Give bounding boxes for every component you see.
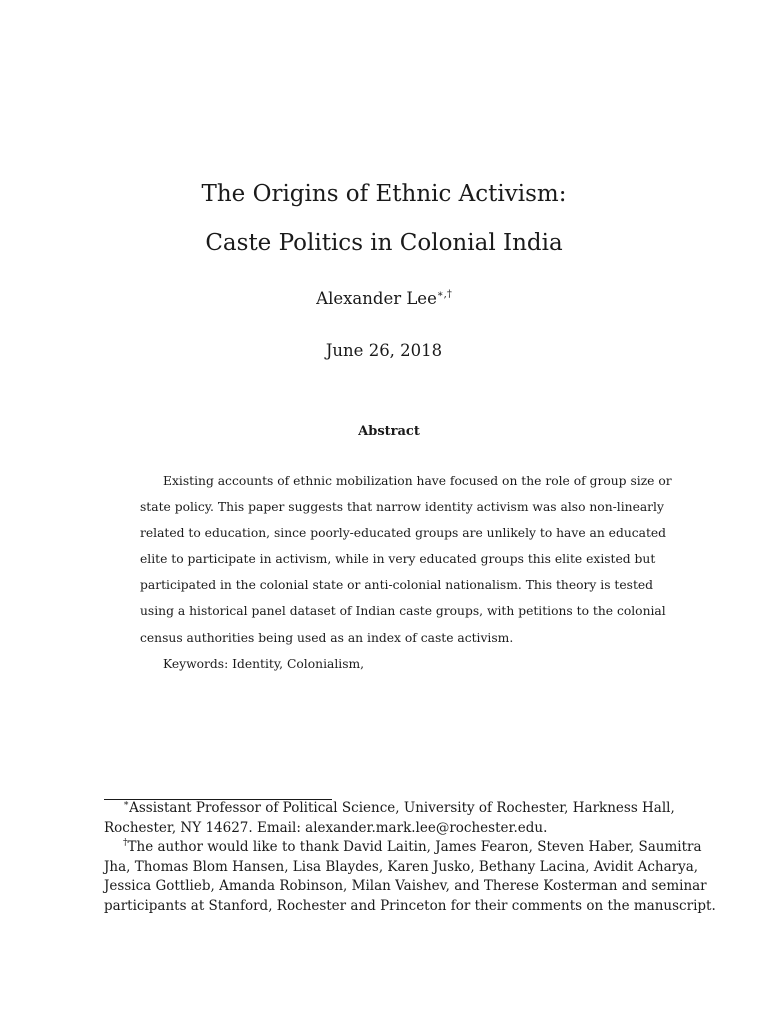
footnote-2-text: The author would like to thank David Laitin, James Fearon, Steven Haber, Saumitra [127, 839, 702, 855]
abstract-line: Existing accounts of ethnic mobilization have focused on the role of group size or [163, 474, 672, 488]
author-name: Alexander Lee [316, 289, 437, 308]
abstract-heading: Abstract [358, 424, 420, 439]
footnote-2-mark: † [123, 838, 128, 848]
footnotes [104, 799, 716, 916]
footnote-1 [104, 799, 674, 819]
footnote-2 [104, 838, 702, 858]
abstract-line: state policy. This paper suggests that narrow identity activism was also non-linearly [140, 500, 664, 515]
title-line-1: The Origins of Ethnic Activism: [201, 181, 567, 207]
date: June 26, 2018 [325, 341, 443, 360]
footnote-1-mark: ∗ [123, 799, 130, 809]
abstract-line: elite to participate in activism, while in very educated groups this elite existed but [140, 552, 656, 567]
keywords: Keywords: Identity, Colonialism, [163, 656, 365, 671]
footnote-2-continued: participants at Stanford, Rochester and Princeton for their comments on the manuscript. [104, 897, 716, 914]
title-line-2: Caste Politics in Colonial India [205, 230, 563, 256]
footnote-1-continued: Rochester, NY 14627. Email: alexander.mark.lee@rochester.edu. [104, 819, 548, 836]
author [0, 289, 768, 308]
footnote-2-continued: Jha, Thomas Blom Hansen, Lisa Blaydes, Karen Jusko, Bethany Lacina, Avidit Acharya, [104, 858, 699, 875]
abstract-body [140, 468, 672, 677]
abstract-line: related to education, since poorly-educated groups are unlikely to have an educated [140, 526, 667, 541]
footnote-2-continued: Jessica Gottlieb, Amanda Robinson, Milan Vaishev, and Therese Kosterman and seminar [104, 878, 707, 894]
abstract-line: participated in the colonial state or anti-colonial nationalism. This theory is tested [140, 578, 654, 593]
author-footnote-marks: ∗,† [436, 289, 452, 300]
abstract-line: using a historical panel dataset of Indian caste groups, with petitions to the colonial [140, 604, 666, 619]
abstract-line: census authorities being used as an index of caste activism. [140, 630, 514, 645]
footnote-1-text: Assistant Professor of Political Science, University of Rochester, Harkness Hall, [129, 800, 675, 816]
